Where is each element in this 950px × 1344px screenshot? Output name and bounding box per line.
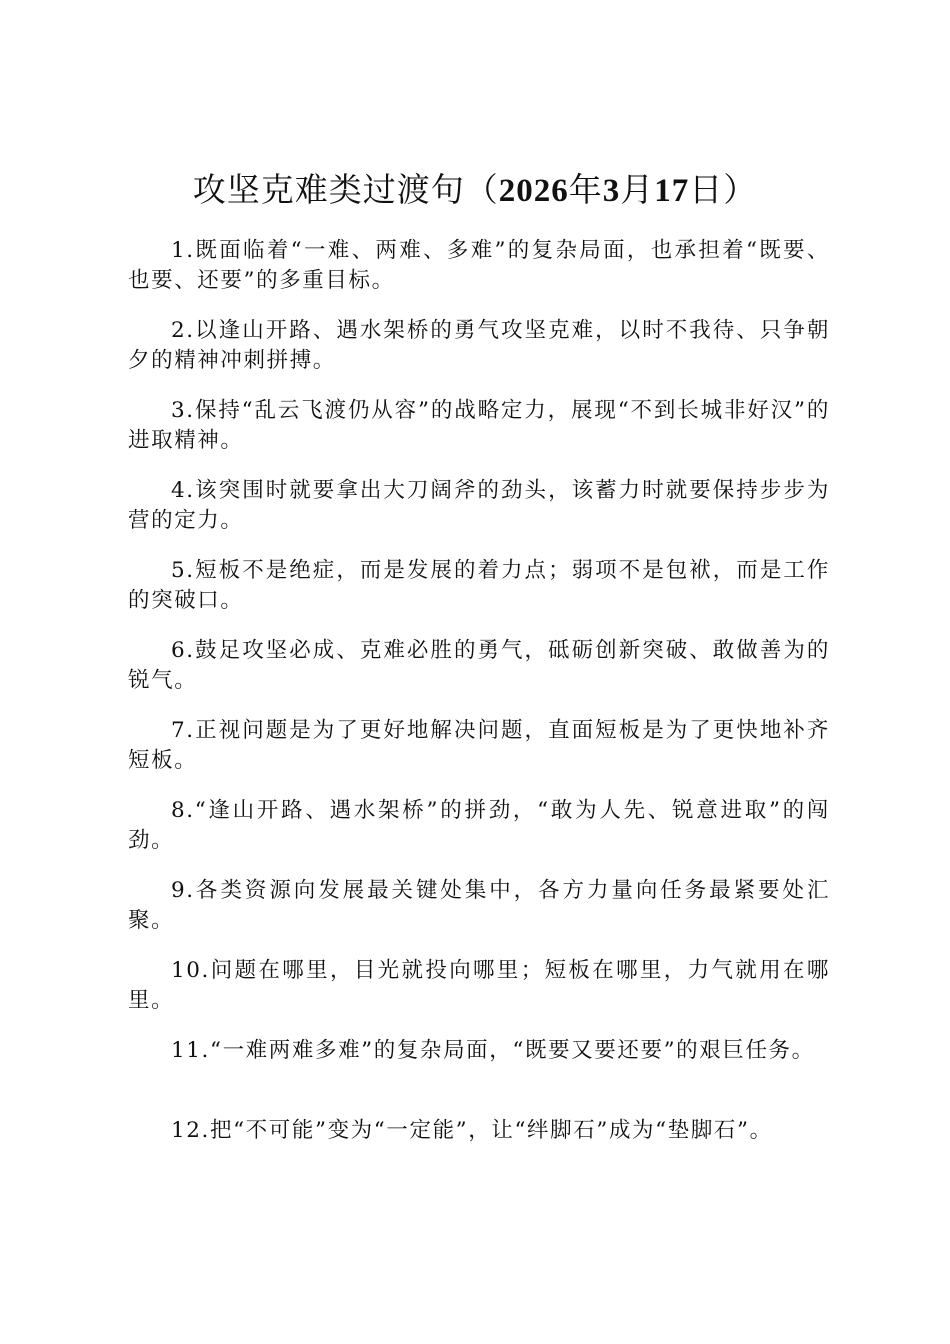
page-title bbox=[0, 166, 950, 215]
title-nian: 年 bbox=[568, 170, 603, 209]
list-item: 6.鼓足攻坚必成、克难必胜的勇气，砥砺创新突破、敢做善为的锐气。 bbox=[128, 638, 830, 693]
list-item: 10.问题在哪里，目光就投向哪里；短板在哪里，力气就用在哪里。 bbox=[128, 958, 830, 1013]
list-item: 12.把“不可能”变为“一定能”，让“绊脚石”成为“垫脚石”。 bbox=[171, 1118, 773, 1143]
title-prefix: 攻坚克难类过渡句（ bbox=[192, 170, 499, 209]
list-item: 7.正视问题是为了更好地解决问题，直面短板是为了更快地补齐短板。 bbox=[128, 718, 830, 773]
list-item: 3.保持“乱云飞渡仍从容”的战略定力，展现“不到长城非好汉”的进取精神。 bbox=[128, 398, 830, 453]
list-item: 8.“逢山开路、遇水架桥”的拼劲，“敢为人先、锐意进取”的闯劲。 bbox=[128, 798, 830, 853]
list-item: 9.各类资源向发展最关键处集中，各方力量向任务最紧要处汇聚。 bbox=[128, 878, 830, 933]
list-item: 5.短板不是绝症，而是发展的着力点；弱项不是包袱，而是工作的突破口。 bbox=[128, 558, 830, 613]
title-year: 2026 bbox=[498, 173, 569, 209]
list-item: 4.该突围时就要拿出大刀阔斧的劲头，该蓄力时就要保持步步为营的定力。 bbox=[128, 478, 830, 533]
title-month: 3 bbox=[602, 173, 621, 209]
title-suffix: 日） bbox=[689, 170, 758, 209]
list-item: 11.“一难两难多难”的复杂局面，“既要又要还要”的艰巨任务。 bbox=[171, 1038, 815, 1063]
list-item: 1.既面临着“一难、两难、多难”的复杂局面，也承担着“既要、也要、还要”的多重目标。 bbox=[128, 238, 830, 293]
sentence-list bbox=[128, 236, 830, 1196]
title-day: 17 bbox=[654, 173, 690, 209]
list-item: 2.以逢山开路、遇水架桥的勇气攻坚克难，以时不我待、只争朝夕的精神冲刺拼搏。 bbox=[128, 318, 830, 373]
title-yue: 月 bbox=[620, 170, 655, 209]
